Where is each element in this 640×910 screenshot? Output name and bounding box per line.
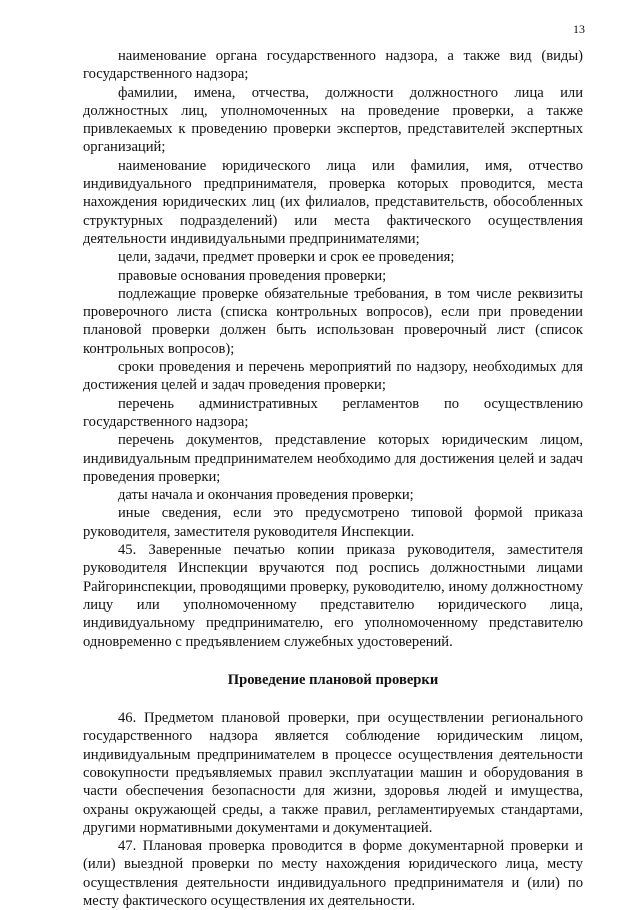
paragraph: сроки проведения и перечень мероприятий по надзору, необходимых для достижения целей и задач проведения проверки; xyxy=(83,359,583,394)
paragraph-47: 47. Плановая проверка проводится в форме документарной проверки и (или) выездной проверки по месту нахождения юридического лица, месту осуществления деятельности индивидуального предпринимателя и (или) по месту фактического осуществления их деятельности. xyxy=(83,838,583,910)
paragraph-46: 46. Предметом плановой проверки, при осуществлении регионального государственного надзора является соблюдение юридическим лицом, индивидуальным предпринимателем в процессе осуществления деятельности совокупности предъявляемых правил эксплуатации машин и оборудования в части обеспечения безопасности для жизни, здоровья людей и имущества, охраны окружающей среды, а также правил, регламентируемых стандартами, другими нормативными документами и документацией. xyxy=(83,710,583,836)
paragraph: наименование органа государственного надзора, а также вид (виды) государственного надзора; xyxy=(83,48,583,83)
page-number: 13 xyxy=(573,22,585,36)
section-heading: Проведение плановой проверки xyxy=(227,671,439,688)
paragraph: даты начала и окончания проведения проверки; xyxy=(118,487,414,504)
paragraph: наименование юридического лица или фамилия, имя, отчество индивидуального предпринимателя, проверка которых проводится, места нахождения юридических лиц (их филиалов, представительств, обособленных структурных подразделений) или места фактического осуществления деятельности индивидуальными предпринимателями; xyxy=(83,157,583,247)
paragraph: фамилии, имена, отчества, должности должностного лица или должностных лиц, уполномоченных на проведение проверки, а также привлекаемых к проведению проверки экспертов, представителей экспертных организаций; xyxy=(83,84,583,156)
paragraph-45: 45. Заверенные печатью копии приказа руководителя, заместителя руководителя Инспекции вручаются под роспись должностными лицами Райгоринспекции, проводящими проверку, руководителю, иному должностному лицу или уполномоченному представителю юридического лица, индивидуальному предпринимателю, его уполномоченному представителю одновременно с предъявлением служебных удостоверений. xyxy=(83,542,583,650)
paragraph: подлежащие проверке обязательные требования, в том числе реквизиты проверочного листа (списка контрольных вопросов), если при проведении плановой проверки должен быть использован проверочный лист (список контрольных вопросов); xyxy=(83,285,583,357)
paragraph: перечень документов, представление которых юридическим лицом, индивидуальным предпринимателем необходимо для достижения целей и задач проведения проверки; xyxy=(83,432,583,485)
paragraph: цели, задачи, предмет проверки и срок ее проведения; xyxy=(118,249,455,266)
paragraph: перечень административных регламентов по осуществлению государственного надзора; xyxy=(83,395,583,430)
paragraph: правовые основания проведения проверки; xyxy=(118,267,387,284)
document-body xyxy=(83,47,583,910)
paragraph: иные сведения, если это предусмотрено типовой формой приказа руководителя, заместителя руководителя Инспекции. xyxy=(83,505,583,540)
